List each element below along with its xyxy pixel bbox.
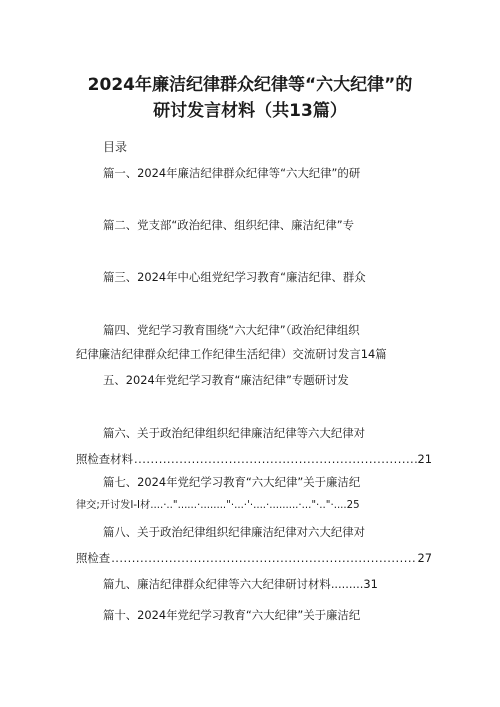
toc-entry-5[interactable]: 五、2024年党纪学习教育“廉洁纪律”专题研讨发 <box>103 373 349 387</box>
toc-entry-3[interactable]: 篇三、2024年中心组党纪学习教育“廉洁纪律、群众 <box>103 270 366 284</box>
toc-entry-1[interactable]: 篇一、2024年廉洁纪律群众纪律等“六大纪律”的研 <box>103 166 361 180</box>
toc-entry-6-page: 21 <box>417 452 432 466</box>
toc-entry-7-line-1[interactable]: 篇七、2024年党纪学习教育“六大纪律”关于廉洁纪 <box>103 475 361 489</box>
dot-leader <box>134 451 417 467</box>
title-line-2: 研讨发言材料（共13篇） <box>153 101 347 121</box>
toc-entry-2[interactable]: 篇二、党支部“政治纪律、组织纪律、廉洁纪律”专 <box>103 218 355 232</box>
toc-entry-10[interactable]: 篇十、2024年党纪学习教育“六大纪律”关于廉洁纪 <box>103 608 361 622</box>
dot-leader <box>111 550 416 566</box>
toc-entry-6-label: 照检查材料 <box>76 452 133 466</box>
toc-entry-6-line-2[interactable] <box>76 451 432 467</box>
toc-entry-9[interactable]: 篇九、廉洁纪律群众纪律等六大纪律研讨材料.........31 <box>103 577 378 591</box>
toc-entry-7-line-2[interactable]: 律交;开讨发I-I材....·.."......·........"·...·'·....·.........·..."·.."·....25 <box>76 500 360 511</box>
document-title <box>40 72 460 124</box>
toc-entry-4-line-2[interactable]: 纪律廉洁纪律群众纪律工作纪律生活纪律）交流研讨发言14篇 <box>76 347 387 361</box>
toc-entry-8-line-1[interactable]: 篇八、关于政治纪律组织纪律廉洁纪律对六大纪律对 <box>103 525 365 539</box>
toc-entry-8-page: 27 <box>417 551 432 565</box>
toc-heading: 目录 <box>103 140 128 154</box>
toc-entry-4-line-1[interactable]: 篇四、党纪学习教育围绕“六大纪律”（政治纪律组织 <box>103 323 360 337</box>
title-line-1: 2024年廉洁纪律群众纪律等“六大纪律”的 <box>87 75 413 95</box>
toc-entry-8-line-2[interactable] <box>76 550 432 566</box>
toc-entry-8-label: 照检查 <box>76 551 111 565</box>
toc-entry-6-line-1[interactable]: 篇六、关于政治纪律组织纪律廉洁纪律等六大纪律对 <box>103 426 365 440</box>
